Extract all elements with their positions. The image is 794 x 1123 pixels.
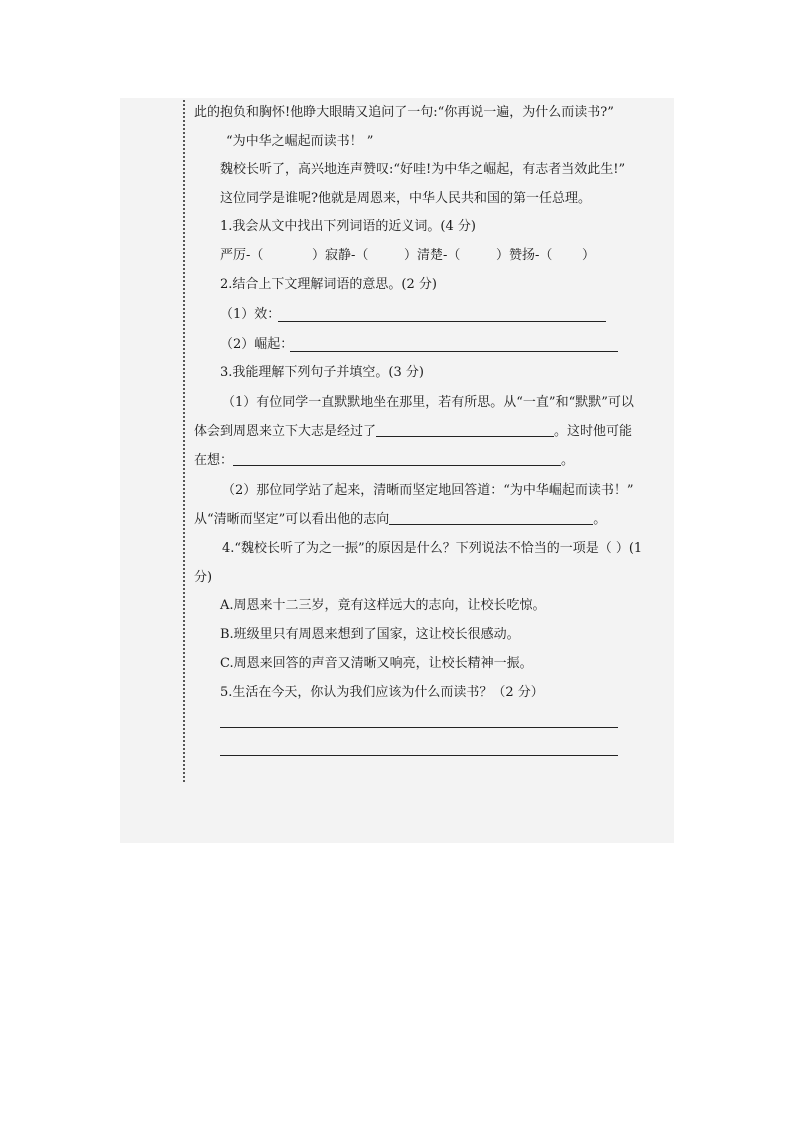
question-1-items bbox=[220, 247, 595, 265]
q3-p2-l2-text-b: 。 bbox=[593, 512, 607, 527]
question-3-blank-1[interactable] bbox=[376, 424, 554, 437]
q1-item-4: ）赞扬-（ bbox=[496, 248, 553, 263]
passage-line-3: 魏校长听了，高兴地连声赞叹:“好哇!为中华之崛起，有志者当效此生!” bbox=[220, 162, 626, 177]
question-5-prompt: 5.生活在今天，你认为我们应该为什么而读书？（2 分） bbox=[220, 685, 544, 700]
question-2b-answer-line[interactable] bbox=[290, 351, 618, 352]
q3-p1-l3-text-a: 在想： bbox=[194, 453, 234, 468]
question-4-option-b[interactable]: B.班级里只有周恩来想到了国家，这让校长很感动。 bbox=[220, 627, 520, 642]
question-3-prompt: 3.我能理解下列句子并填空。(3 分) bbox=[220, 365, 424, 380]
question-4-option-c[interactable]: C.周恩来回答的声音又清晰又响亮，让校长精神一振。 bbox=[220, 656, 533, 671]
passage-line-4: 这位同学是谁呢?他就是周恩来，中华人民共和国的第一任总理。 bbox=[220, 191, 591, 206]
q1-item-3: ）清楚-（ bbox=[404, 248, 461, 263]
q3-p2-l2-text-a: 从“清晰而坚定”可以看出他的志向 bbox=[194, 512, 390, 527]
question-4-prompt-line2: 分) bbox=[194, 570, 213, 585]
question-4-prompt-line1: 4.“魏校长听了为之一振”的原因是什么？下列说法不恰当的一项是（ ）(1 bbox=[222, 541, 643, 556]
q3-p1-l3-text-b: 。 bbox=[561, 453, 575, 468]
question-3-part1-line3 bbox=[194, 452, 574, 470]
q3-p1-l2-text-b: 。这时他可能 bbox=[554, 424, 633, 439]
question-3-blank-2[interactable] bbox=[233, 453, 561, 466]
q1-item-2: ）寂静-（ bbox=[312, 248, 369, 263]
passage-line-1: 此的抱负和胸怀!他睁大眼睛又追问了一句:“你再说一遍，为什么而读书?” bbox=[194, 105, 614, 120]
question-2a-answer-line[interactable] bbox=[278, 321, 606, 322]
question-1-prompt: 1.我会从文中找出下列词语的近义词。(4 分) bbox=[220, 219, 476, 234]
question-4-option-a[interactable]: A.周恩来十二三岁，竟有这样远大的志向，让校长吃惊。 bbox=[220, 598, 546, 613]
question-3-blank-3[interactable] bbox=[389, 512, 593, 525]
question-3-part1-line1: （1）有位同学一直默默地坐在那里，若有所思。从“一直”和“默默”可以 bbox=[222, 395, 634, 410]
scanned-page bbox=[120, 98, 674, 843]
q3-p1-l2-text-a: 体会到周恩来立下大志是经过了 bbox=[194, 424, 377, 439]
passage-line-2: “为中华之崛起而读书！ ” bbox=[226, 134, 374, 149]
question-5-answer-line-2[interactable] bbox=[220, 755, 618, 756]
question-3-part2-line1: （2）那位同学站了起来，清晰而坚定地回答道：“为中华崛起而读书！” bbox=[222, 483, 634, 498]
q1-item-1: 严厉-（ bbox=[220, 248, 264, 263]
question-2a-label: （1）效： bbox=[220, 307, 281, 322]
question-5-answer-line-1[interactable] bbox=[220, 727, 618, 728]
question-2b-label: （2）崛起： bbox=[220, 337, 294, 352]
q1-item-5: ） bbox=[582, 248, 596, 263]
question-2-prompt: 2.结合上下文理解词语的意思。(2 分) bbox=[220, 277, 437, 292]
question-3-part2-line2 bbox=[194, 511, 606, 529]
binding-margin-line bbox=[183, 100, 185, 782]
question-3-part1-line2 bbox=[194, 423, 632, 441]
